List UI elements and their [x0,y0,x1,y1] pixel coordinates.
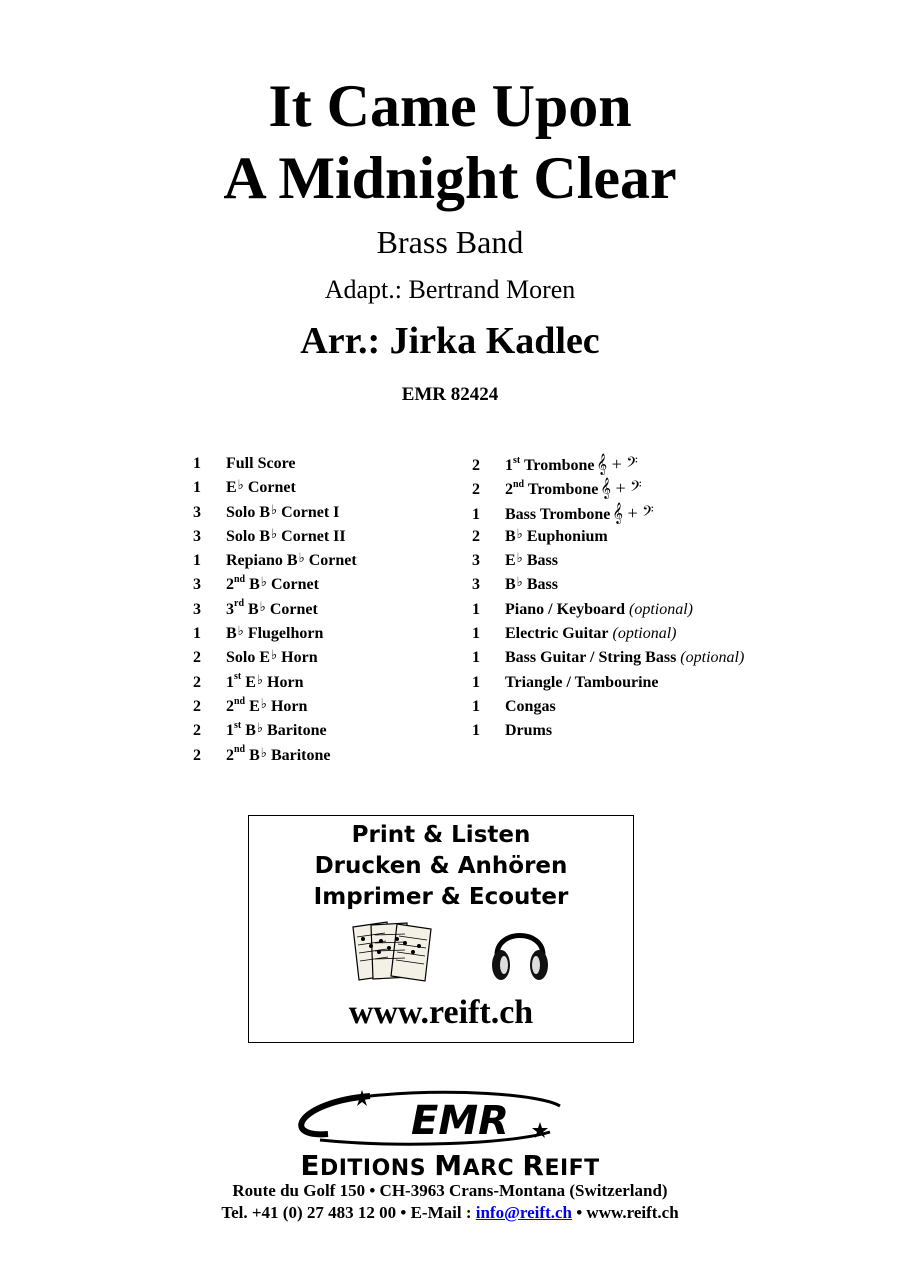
part-name-rest: Baritone [266,746,331,764]
part-quantity: 1 [472,673,480,691]
ensemble: Brass Band [376,224,524,260]
part-name-rest: Cornet II [277,527,346,545]
part-ordinal-suffix: nd [234,744,246,756]
sheet-music-icon [347,919,439,985]
part-name-rest: Horn [277,649,318,667]
flat-sign: ♭ [298,550,305,566]
arranger-credit: Arr.: Jirka Kadlec [300,320,600,362]
parts-list-right [472,452,744,744]
part-row [472,549,744,573]
part-name: E [505,552,516,570]
publisher-initial-r: R [522,1149,545,1182]
part-row [193,476,357,500]
part-quantity: 2 [193,649,201,667]
part-ordinal: 2 [226,697,234,715]
part-name-rest: Cornet [265,600,318,618]
part-row [193,695,357,719]
part-ordinal-suffix: nd [513,478,525,490]
email-link[interactable]: info@reift.ch [475,1203,572,1222]
part-name-rest: Bass [522,552,558,570]
part-row [472,573,744,597]
flat-sign: ♭ [516,525,523,541]
clef-icons: 𝄞 + 𝄢 [600,478,642,499]
part-name: Drums [505,722,553,740]
flat-sign: ♭ [237,477,244,493]
part-ordinal: 1 [226,673,234,691]
part-name: Congas [505,697,556,715]
part-name: Triangle / Tambourine [505,673,659,691]
part-ordinal-suffix: st [513,454,521,466]
flat-sign: ♭ [237,623,244,639]
part-name: E [226,479,237,497]
parts-list-left [193,452,357,768]
flat-sign: ♭ [271,647,278,663]
publisher-arc: ARC [462,1156,523,1181]
part-ordinal: 2 [226,746,234,764]
part-ordinal: 2 [226,576,234,594]
part-row [193,573,357,597]
part-row [193,646,357,670]
part-quantity: 2 [472,457,480,474]
promo-line-fr: Imprimer & Ecouter [313,884,569,910]
part-name: B [505,527,516,545]
part-name: B [505,576,516,594]
promo-line-en: Print & Listen [351,822,531,848]
part-row [472,646,744,670]
part-row [193,598,357,622]
part-quantity: 3 [193,527,201,545]
part-quantity: 2 [193,722,201,740]
part-quantity: 1 [472,600,480,618]
part-quantity: 1 [472,722,480,740]
part-name: Electric Guitar [505,625,609,643]
title-line-1: It Came Upon [268,73,632,139]
print-listen-box [248,815,634,1043]
part-row [472,622,744,646]
part-name: E [245,697,260,715]
part-name: B [245,576,260,594]
emr-logo [250,1088,650,1150]
part-ordinal: 1 [226,722,234,740]
flat-sign: ♭ [271,525,278,541]
part-quantity: 2 [472,527,480,545]
flat-sign: ♭ [256,720,264,736]
part-quantity: 1 [472,625,480,643]
publisher-initial-m: M [434,1149,463,1182]
flat-sign: ♭ [271,501,278,517]
part-name-rest: Cornet I [277,503,340,521]
part-quantity: 2 [193,746,201,764]
part-row [193,501,357,525]
part-quantity: 1 [472,505,480,523]
part-optional: (optional) [608,625,677,643]
part-row [193,622,357,646]
part-name-rest: Bass [522,576,558,594]
part-ordinal-suffix: nd [234,695,246,707]
part-name: Bass Guitar / String Bass [505,649,677,667]
catalog-number: EMR 82424 [401,384,499,405]
part-name-rest: Baritone [263,722,327,740]
part-name-rest: Cornet [243,479,296,497]
part-quantity: 2 [472,481,480,499]
part-ordinal-suffix: rd [234,598,244,610]
part-name: Full Score [226,455,296,472]
logo-text: EMR [411,1098,509,1144]
part-quantity: 3 [472,576,480,594]
publisher-contact [0,1202,900,1224]
flat-sign: ♭ [516,550,523,566]
promo-line-de: Drucken & Anhören [314,853,568,879]
part-quantity: 1 [193,479,201,497]
part-name: B [241,722,256,740]
part-name: Solo B [226,527,271,545]
flat-sign: ♭ [260,695,267,711]
part-name: Bass Trombone [505,505,611,523]
part-quantity: 3 [193,503,201,521]
part-row [472,501,744,525]
part-row [472,671,744,695]
clef-icons: 𝄞 + 𝄢 [596,454,638,474]
adaptation-credit: Adapt.: Bertrand Moren [324,275,576,304]
part-quantity: 2 [193,697,201,715]
part-name-rest: Flugelhorn [243,625,324,643]
part-name: Trombone [524,481,599,499]
part-ordinal: 2 [505,481,513,499]
flat-sign: ♭ [516,574,523,590]
part-quantity: 1 [472,697,480,715]
part-ordinal: 3 [226,600,234,618]
part-row [472,695,744,719]
flat-sign: ♭ [259,598,266,614]
part-row [193,525,357,549]
headphones-icon [489,919,551,985]
contact-phone: Tel. +41 (0) 27 483 12 00 • E-Mail : [221,1203,476,1222]
part-name: Solo E [226,649,271,667]
part-quantity: 2 [193,673,201,691]
promo-url[interactable]: www.reift.ch [348,994,534,1031]
part-row [472,719,744,743]
part-name-rest: Cornet [266,576,319,594]
part-row [193,549,357,573]
part-ordinal-suffix: nd [234,574,246,586]
part-quantity: 1 [472,649,480,667]
part-name: Solo B [226,503,271,521]
part-name-rest: Euphonium [522,527,608,545]
part-name: B [245,746,260,764]
part-row [193,452,357,476]
part-ordinal-suffix: st [234,671,242,683]
part-optional: (optional) [676,649,745,667]
part-quantity: 3 [193,576,201,594]
publisher-eift: EIFT [544,1156,600,1181]
contact-website: • www.reift.ch [571,1203,679,1222]
part-ordinal: 1 [505,457,513,474]
flat-sign: ♭ [260,744,267,760]
part-optional: (optional) [625,600,694,618]
part-row [193,671,357,695]
part-row [472,598,744,622]
part-quantity: 1 [193,552,201,570]
part-name: Repiano B [226,552,298,570]
part-name-rest: Horn [263,673,304,691]
part-quantity: 1 [193,625,201,643]
part-name-rest: Horn [266,697,308,715]
part-name: E [241,673,256,691]
part-quantity: 3 [472,552,480,570]
part-row [472,452,744,476]
part-name: Trombone [520,457,595,474]
publisher-ditions: DITIONS [319,1156,435,1181]
flat-sign: ♭ [260,574,267,590]
part-name-rest: Cornet [304,552,357,570]
clef-icons: 𝄞 + 𝄢 [612,502,654,523]
part-name: B [244,600,259,618]
part-row [472,476,744,500]
publisher-name [0,1149,900,1182]
part-quantity: 1 [193,455,201,472]
part-row [193,744,357,768]
part-row [472,525,744,549]
part-name: B [226,625,237,643]
flat-sign: ♭ [256,671,264,687]
title-line-2: A Midnight Clear [223,145,677,211]
publisher-initial-e: E [300,1149,320,1182]
publisher-address: Route du Golf 150 • CH-3963 Crans-Montana (Switzerland) [232,1181,668,1200]
part-quantity: 3 [193,600,201,618]
part-row [193,719,357,743]
part-ordinal-suffix: st [234,719,242,731]
part-name: Piano / Keyboard [505,600,626,618]
